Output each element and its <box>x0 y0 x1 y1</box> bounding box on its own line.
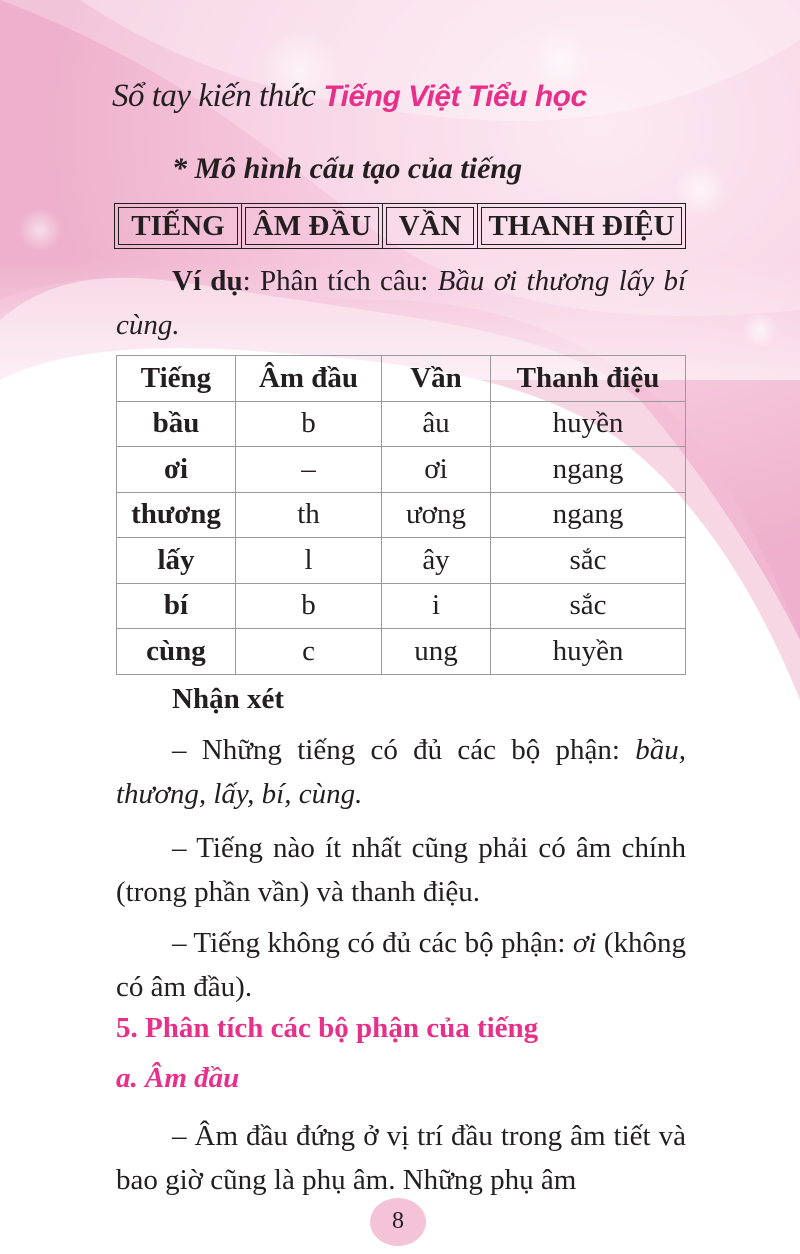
initial-cell: – <box>236 447 382 493</box>
model-title: * Mô hình cấu tạo của tiếng <box>172 152 523 185</box>
table-row <box>117 629 686 675</box>
initial-cell: b <box>236 583 382 629</box>
remark-1-words: bầu, thương, lấy, bí, cùng. <box>116 734 686 810</box>
section-title: 5. Phân tích các bộ phận của tiếng <box>116 1012 539 1044</box>
page-number: 8 <box>392 1208 404 1234</box>
table-row <box>117 401 686 447</box>
analysis-table <box>116 355 686 675</box>
model-cell <box>242 204 383 248</box>
tone-cell: ngang <box>491 492 686 538</box>
model-cell <box>478 204 685 248</box>
example-paragraph <box>116 259 686 347</box>
model-cell-text: VẦN <box>386 207 474 245</box>
section-body: – Âm đầu đứng ở vị trí đầu trong âm tiết và bao giờ cũng là phụ âm. Những phụ âm <box>116 1120 686 1196</box>
column-header: Vần <box>382 356 491 402</box>
initial-cell: c <box>236 629 382 675</box>
word-cell: bí <box>117 583 236 629</box>
syllable-model-table <box>114 203 686 249</box>
model-cell-text: THANH ĐIỆU <box>481 207 682 245</box>
word-cell: cùng <box>117 629 236 675</box>
model-cell <box>383 204 478 248</box>
tone-cell: sắc <box>491 538 686 584</box>
rhyme-cell: ây <box>382 538 491 584</box>
example-text: : Phân tích câu: <box>242 265 438 297</box>
remark-1-text: – Những tiếng có đủ các bộ phận: <box>172 734 636 766</box>
remark-3-word: ơi <box>572 927 597 959</box>
header-prefix: Sổ tay kiến thức <box>112 78 316 114</box>
tone-cell: sắc <box>491 583 686 629</box>
tone-cell: huyền <box>491 401 686 447</box>
remark-1 <box>116 728 686 816</box>
rhyme-cell: ơi <box>382 447 491 493</box>
rhyme-cell: ương <box>382 492 491 538</box>
example-label: Ví dụ <box>172 265 243 297</box>
table-row <box>117 447 686 493</box>
word-cell: lấy <box>117 538 236 584</box>
running-header <box>112 78 587 115</box>
remark-3-tail: (không có âm đầu). <box>116 927 686 1003</box>
section-subtitle: a. Âm đầu <box>116 1062 240 1094</box>
column-header: Âm đầu <box>236 356 382 402</box>
initial-cell: b <box>236 401 382 447</box>
tone-cell: huyền <box>491 629 686 675</box>
word-cell: ơi <box>117 447 236 493</box>
initial-cell: l <box>236 538 382 584</box>
table-row <box>117 583 686 629</box>
model-cell <box>115 204 242 248</box>
remark-2: – Tiếng nào ít nhất cũng phải có âm chính (trong phần vần) và thanh điệu. <box>116 832 686 908</box>
word-cell: bầu <box>117 401 236 447</box>
table-row <box>117 492 686 538</box>
tone-cell: ngang <box>491 447 686 493</box>
example-sentence: Bầu ơi thương lấy bí cùng. <box>116 265 687 341</box>
remarks-title: Nhận xét <box>172 683 284 715</box>
rhyme-cell: i <box>382 583 491 629</box>
rhyme-cell: âu <box>382 401 491 447</box>
table-row <box>117 538 686 584</box>
remark-3 <box>116 921 686 1009</box>
table-header-row <box>117 356 686 402</box>
model-cell-text: TIẾNG <box>118 207 238 245</box>
column-header: Thanh điệu <box>491 356 686 402</box>
model-cell-text: ÂM ĐẦU <box>245 207 379 245</box>
header-highlight: Tiếng Việt Tiểu học <box>323 80 587 113</box>
remark-3-text: – Tiếng không có đủ các bộ phận: <box>172 927 573 959</box>
column-header: Tiếng <box>117 356 236 402</box>
initial-cell: th <box>236 492 382 538</box>
word-cell: thương <box>117 492 236 538</box>
rhyme-cell: ung <box>382 629 491 675</box>
